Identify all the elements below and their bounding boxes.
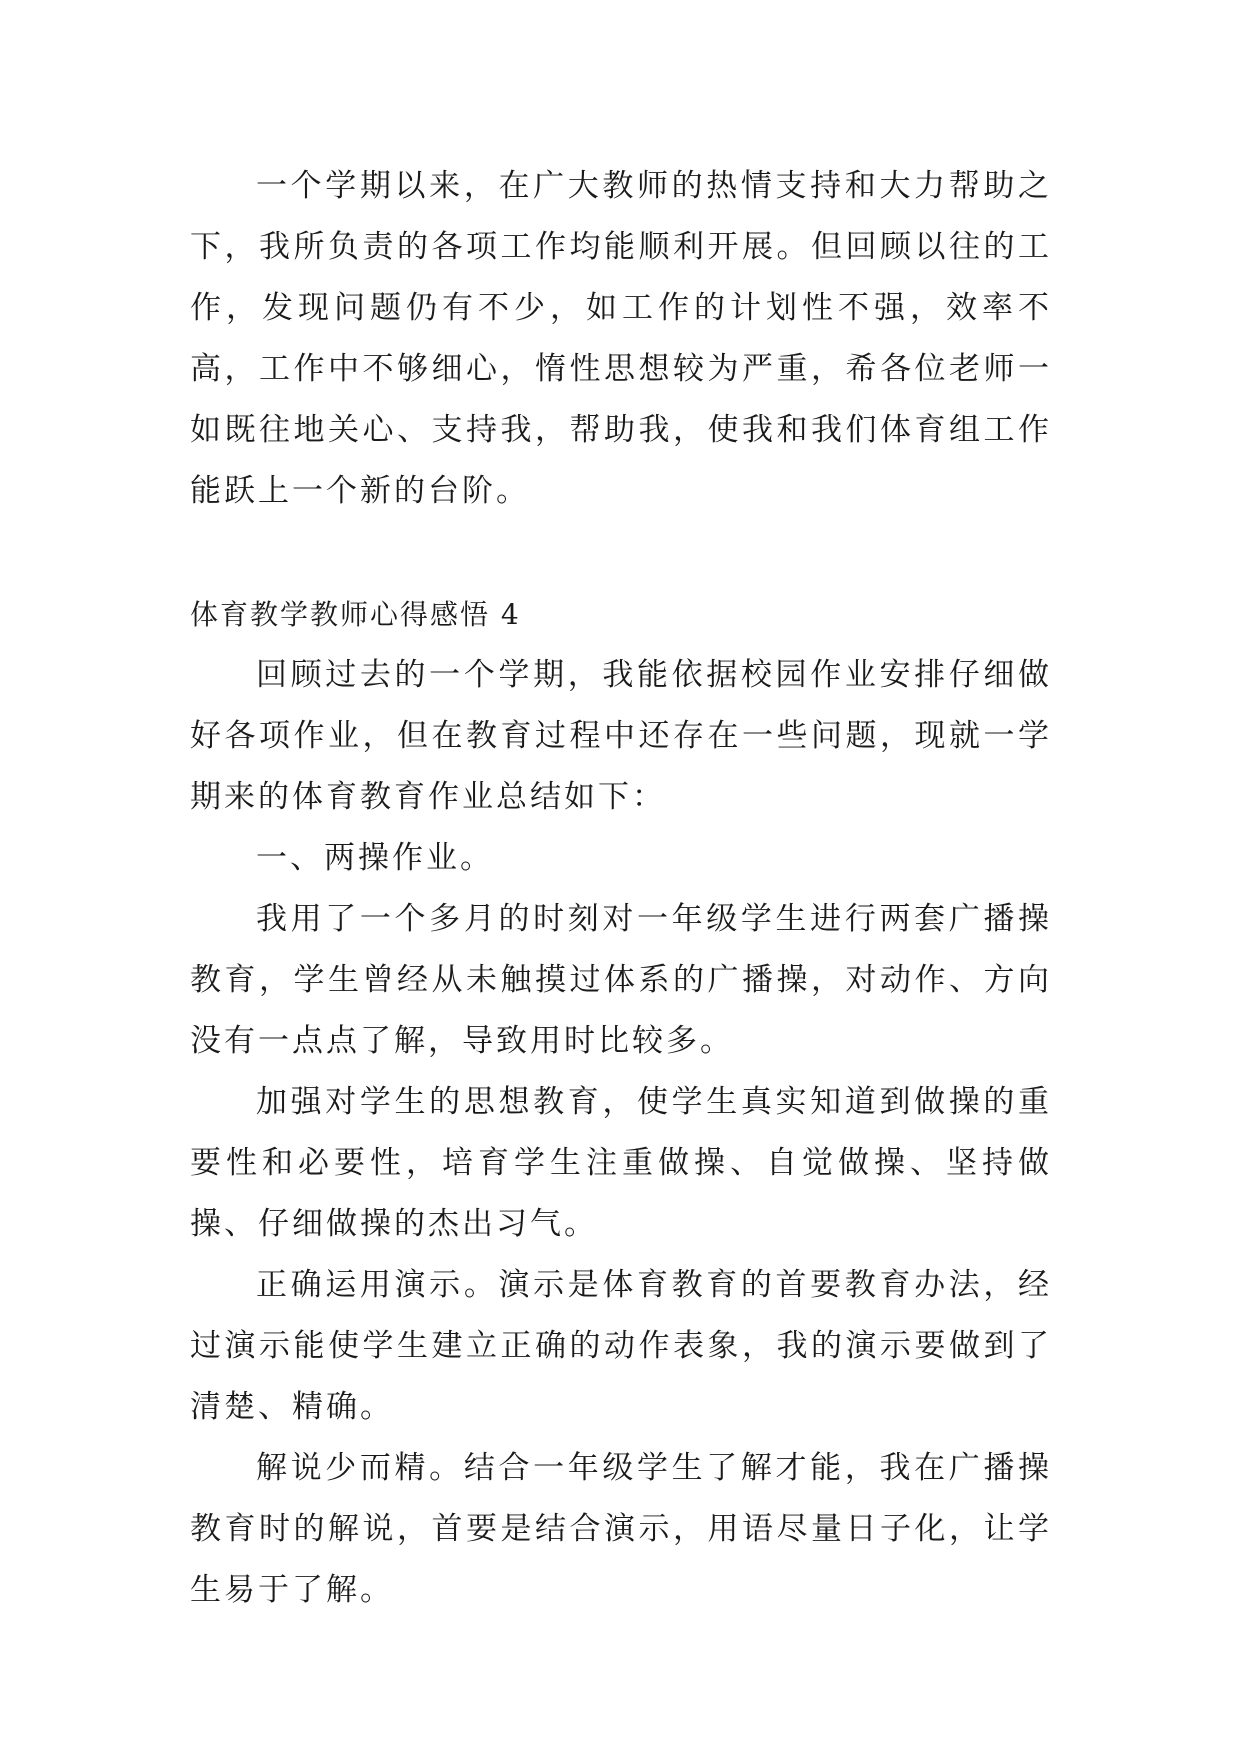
section-spacer xyxy=(190,522,1052,584)
paragraph-review: 回顾过去的一个学期，我能依据校园作业安排仔细做好各项作业，但在教育过程中还存在一些问题，现就一学期来的体育教育作业总结如下： xyxy=(190,657,1052,815)
paragraph-intro-summary: 一个学期以来，在广大教师的热情支持和大力帮助之下，我所负责的各项工作均能顺利开展。但回顾以往的工作，发现问题仍有不少，如工作的计划性不强，效率不高，工作中不够细心，惰性思想较为严重，希各位老师一如既往地关心、支持我，帮助我，使我和我们体育组工作能跃上一个新的台阶。 xyxy=(190,168,1052,509)
paragraph-broadcast-exercise: 我用了一个多月的时刻对一年级学生进行两套广播操教育，学生曾经从未触摸过体系的广播操，对动作、方向没有一点点了解，导致用时比较多。 xyxy=(190,901,1052,1059)
paragraph-explanation: 解说少而精。结合一年级学生了解才能，我在广播操教育时的解说，首要是结合演示，用语尽量日子化，让学生易于了解。 xyxy=(190,1450,1052,1608)
paragraph-exercise-heading: 一、两操作业。 xyxy=(256,840,494,876)
paragraph-demonstration: 正确运用演示。演示是体育教育的首要教育办法，经过演示能使学生建立正确的动作表象，我的演示要做到了清楚、精确。 xyxy=(190,1267,1052,1425)
section-heading: 体育教学教师心得感悟 4 xyxy=(190,598,521,631)
paragraph-ideological-education: 加强对学生的思想教育，使学生真实知道到做操的重要性和必要性，培育学生注重做操、自觉做操、坚持做操、仔细做操的杰出习气。 xyxy=(190,1084,1052,1242)
document-body xyxy=(190,156,1052,1621)
